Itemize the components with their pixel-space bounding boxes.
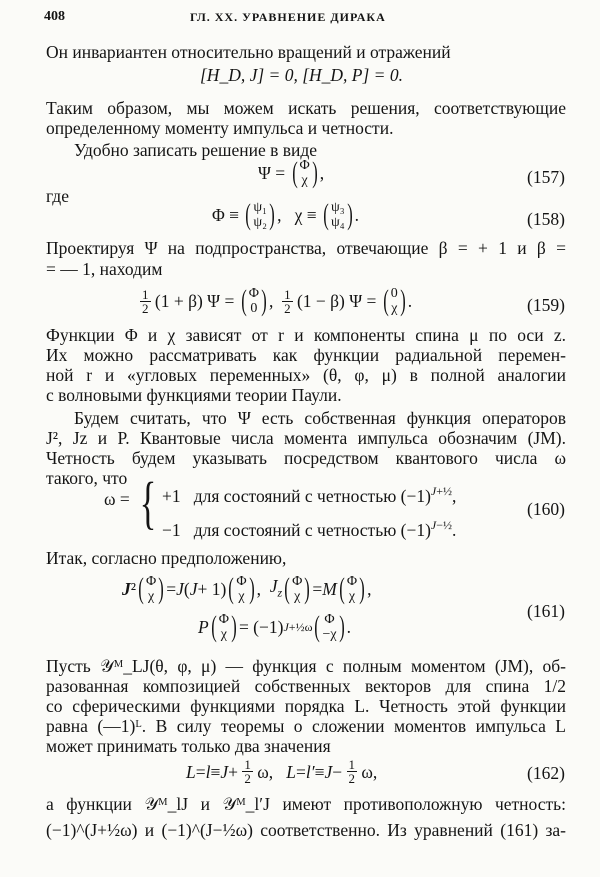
eq-number-161: (161): [527, 601, 565, 621]
page-header: [0, 6, 600, 28]
text-line: где: [46, 186, 69, 206]
eq-number-162: (162): [527, 763, 565, 783]
case-text-2: для состояний с четностью: [193, 519, 397, 540]
text-line: Будем считать, что Ψ есть собственная функция операторов: [74, 408, 566, 428]
text-line: такого, что: [46, 468, 128, 488]
case-text-1: для состояний с четностью: [193, 485, 397, 506]
text-line: Он инвариантен относительно вращений и отражений: [46, 42, 451, 62]
page-number: 408: [44, 9, 65, 24]
text-line: Их можно рассматривать как функции радиальной перемен-: [46, 345, 566, 365]
equation-161: J ² ( Φ χ ) = J ( J + 1) ( Φ χ ) , $J_z$ ( Φ χ ) = M ( Φ χ ) , P ( Φ χ ) = (−1) J+½ω ( Φ −χ ) . (161): [122, 572, 565, 643]
eq-number-159: (159): [527, 295, 565, 315]
text-line: может принимать только два значения: [46, 736, 331, 756]
equation-160: ω = { +1 для состояний с четностью $(-1)^{J+\frac{1}{2}}$, −1 для состояний с четностью $(-1)^{J-\frac{1}{2}}$. (160): [104, 470, 565, 540]
text-line: а функции 𝒴ᴹ_lJ и 𝒴ᴹ_l′J имеют противоположную четность:: [46, 794, 566, 814]
text-line: ной r и «угловых переменных» (θ, φ, μ) в полной аналогии: [46, 365, 566, 385]
text-line: Пусть 𝒴ᴹ_LJ(θ, φ, μ) — функция с полным моментом (JM), об-: [46, 656, 566, 676]
text-line: Таким образом, мы можем искать решения, соответствующие: [46, 98, 566, 118]
text-line: равна (—1)ᴸ. В силу теоремы о сложении моментов импульса L: [46, 716, 566, 736]
text-line: со сферическими функциями порядка L. Четность этой функции: [46, 696, 566, 716]
eq-number-157: (157): [527, 167, 565, 187]
text-line: = — 1, находим: [46, 259, 163, 279]
text-line: Итак, согласно предположению,: [46, 548, 287, 568]
text-line: с волновыми функциями теории Паули.: [46, 385, 342, 405]
equation-commutators: [200, 64, 500, 86]
eq-number-160: (160): [527, 499, 565, 519]
text-line: разованная композицией собственных векторов для спина 1/2: [46, 676, 566, 696]
text-line: определенному моменту импульса и четности.: [46, 118, 394, 138]
text-line: J², Jz и P. Квантовые числа момента импульса обозначим (JM).: [46, 428, 566, 448]
text-line: Четность будем указывать посредством квантового числа ω: [46, 448, 566, 468]
text-line: Функции Φ и χ зависят от r и компоненты спина μ по оси z.: [46, 325, 566, 345]
running-title: ГЛ. XX. УРАВНЕНИЕ ДИРАКА: [190, 10, 386, 24]
text-line: Проектируя Ψ на подпространства, отвечающие β = + 1 и β =: [46, 238, 566, 258]
text-line: Удобно записать решение в виде: [74, 140, 318, 160]
text-line: (−1)^(J+½ω) и (−1)^(J−½ω) соответственно. Из уравнений (161) за-: [46, 820, 566, 840]
eq-commutator-text: [H_D, J] = 0, [H_D, P] = 0.: [200, 65, 403, 85]
eq-number-158: (158): [527, 209, 565, 229]
